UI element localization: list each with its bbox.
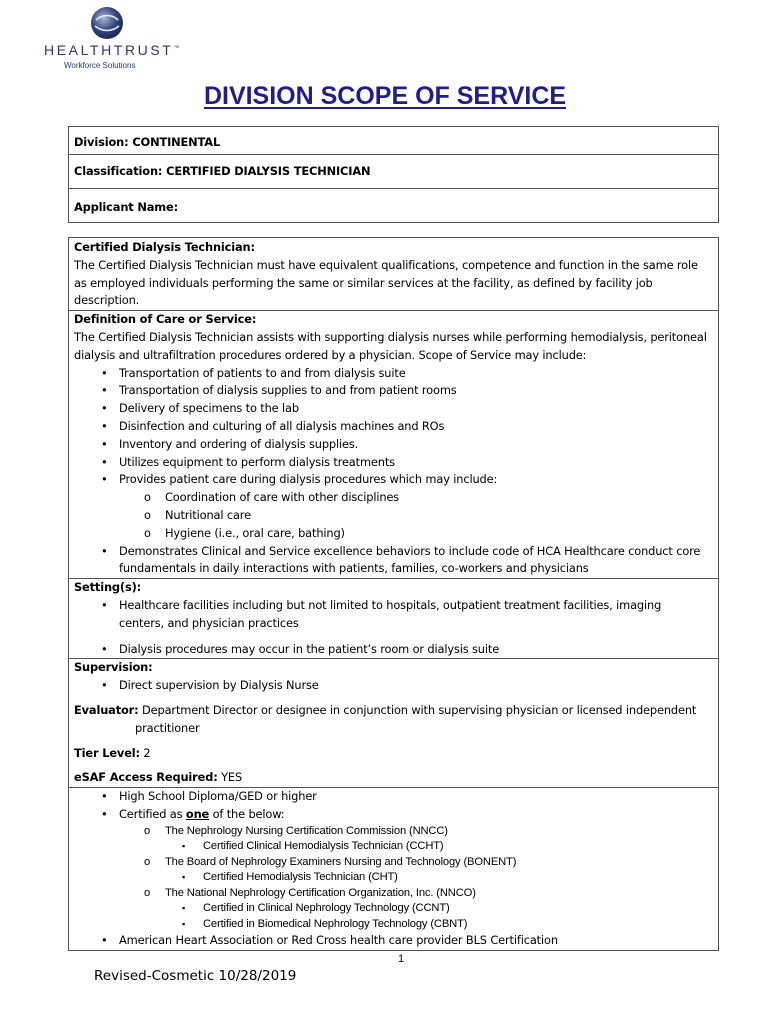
definition-section [69,311,718,579]
cdt-section [69,238,718,311]
cdt-text: The Certified Dialysis Technician must have equivalent qualifications, competence and function in the same role [74,257,698,272]
evaluator-text: Department Director or designee in conjunction with supervising physician or licensed independent [138,702,697,717]
cert-item: ▪ Certified in Biomedical Nephrology Technology (CBNT) [74,917,713,933]
list-item: • Utilizes equipment to perform dialysis treatments [74,454,713,472]
certified-prefix: Certified as [119,806,186,821]
supervision-list [74,677,713,695]
cert-item: ▪ Certified Hemodialysis Technician (CHT) [74,870,713,886]
list-item: • Healthcare facilities including but not limited to hospitals, outpatient treatment facilities, imaging [74,597,713,615]
list-item: • Demonstrates Clinical and Service excellence behaviors to include code of HCA Healthcare conduct core [74,543,713,561]
sub-list-item: o Nutritional care [74,507,713,525]
revision-note: Revised-Cosmetic 10/28/2019 [94,968,297,984]
list-item: • American Heart Association or Red Cross health care provider BLS Certification [74,932,713,950]
org-item: o The National Nephrology Certification Organization, Inc. (NNCO) [74,886,713,902]
healthtrust-logo [40,6,180,72]
scope-box [68,237,719,951]
org-item: o The Board of Nephrology Examiners Nursing and Technology (BONENT) [74,855,713,871]
logo-tm: ™ [173,45,180,52]
settings-section [69,579,718,659]
cert-item: ▪ Certified in Clinical Nephrology Technology (CCNT) [74,901,713,917]
evaluator-text-continued: practitioner [135,720,200,735]
list-item: • Transportation of dialysis supplies to and from patient rooms [74,382,713,400]
list-item: • Delivery of specimens to the lab [74,400,713,418]
list-item-continued: fundamentals in daily interactions with patients, families, co-workers and physicians [119,561,589,576]
definition-heading: Definition of Care or Service: [74,312,257,327]
logo-subtitle: Workforce Solutions [64,61,136,70]
cdt-text: as employed individuals performing the same or similar services at the facility, as defined by facility job [74,275,653,290]
cdt-text: description. [74,293,140,308]
list-item: • Dialysis procedures may occur in the patient’s room or dialysis suite [74,641,713,659]
list-item: • High School Diploma/GED or higher [74,788,713,806]
sub-list-item: o Coordination of care with other disciplines [74,489,713,507]
tier-level-label: Tier Level: [74,745,140,760]
org-item: o The Nephrology Nursing Certification Commission (NNCC) [74,824,713,840]
list-item: • Inventory and ordering of dialysis supplies. [74,436,713,454]
tier-level-value: 2 [139,745,151,760]
evaluator-line [74,702,713,720]
tier-level-line [74,745,713,763]
applicant-name-row: Applicant Name: [74,200,179,214]
certified-one: one [185,806,210,821]
esaf-value: YES [217,770,243,785]
cert-item: ▪ Certified Clinical Hemodialysis Technician (CCHT) [74,839,713,855]
header-info-box [68,126,719,223]
supervision-section [69,659,718,788]
classification-row: Classification: CERTIFIED DIALYSIS TECHNICIAN [69,155,718,189]
division-row: Division: CONTINENTAL [69,127,718,155]
definition-text: dialysis and ultrafiltration procedures ordered by a physician. Scope of Service may include: [74,347,587,362]
page-title: DIVISION SCOPE OF SERVICE [203,82,567,110]
esaf-line [74,769,713,787]
esaf-label: eSAF Access Required: [74,770,218,785]
requirements-section [69,788,718,950]
list-item: • Disinfection and culturing of all dialysis machines and ROs [74,418,713,436]
definition-list [74,365,713,579]
list-item: • Provides patient care during dialysis procedures which may include: [74,471,713,489]
list-item: • Transportation of patients to and from dialysis suite [74,365,713,383]
settings-list [74,597,713,658]
list-item [74,806,713,824]
evaluator-label: Evaluator: [74,702,139,717]
list-item-continued: centers, and physician practices [119,615,299,630]
definition-text: The Certified Dialysis Technician assists with supporting dialysis nurses while performing hemodialysis, peritoneal [74,329,707,344]
sub-list-item: o Hygiene (i.e., oral care, bathing) [74,525,713,543]
page-number: 1 [398,953,405,965]
list-item: • Direct supervision by Dialysis Nurse [74,677,713,695]
globe-icon [90,6,124,40]
settings-heading: Setting(s): [74,580,142,595]
cdt-heading: Certified Dialysis Technician: [74,240,255,254]
supervision-heading: Supervision: [74,660,153,675]
certified-suffix: of the below: [209,806,285,821]
logo-name: HEALTHTRUST [44,42,174,58]
requirements-list [74,788,713,950]
